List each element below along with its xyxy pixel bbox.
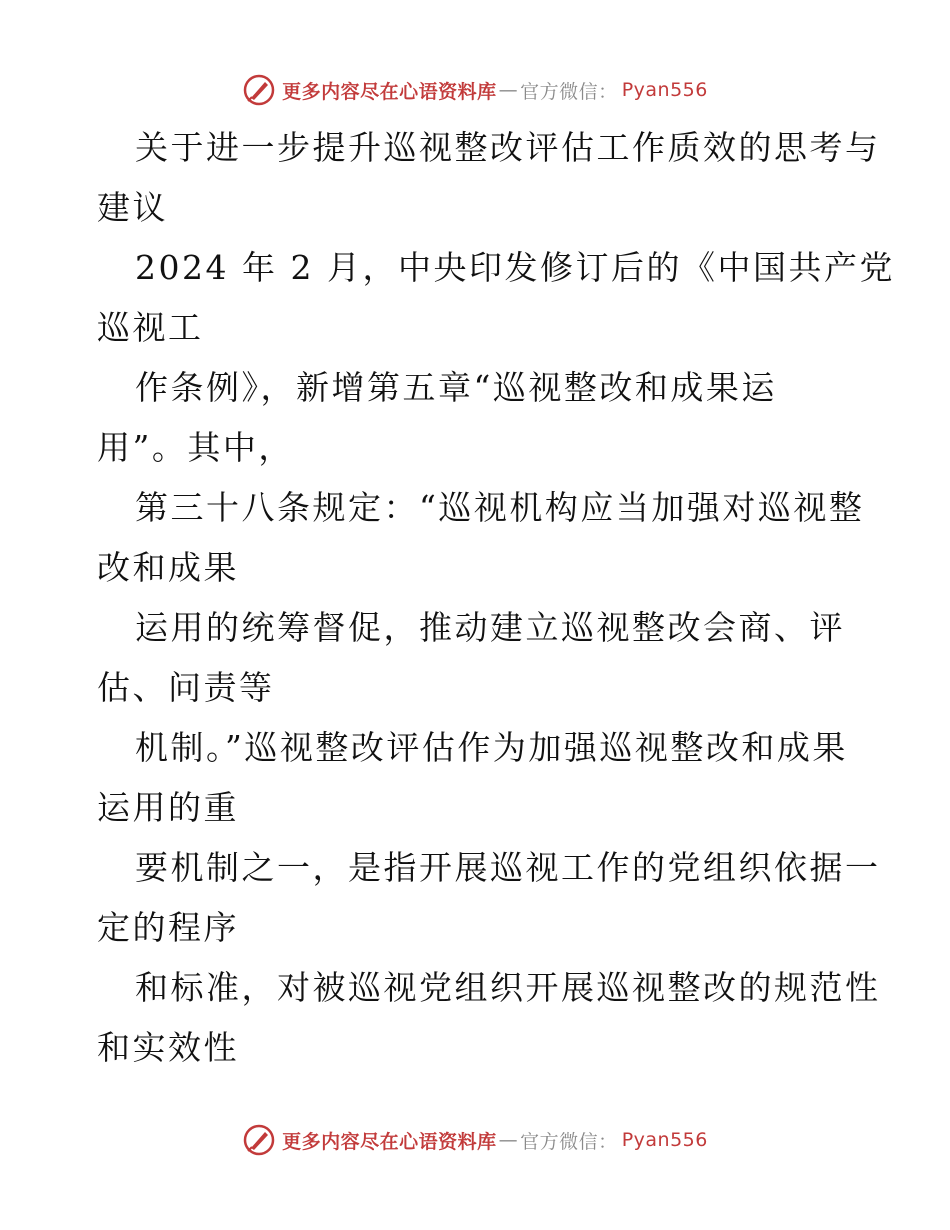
- paragraph-line: 运用的统筹督促，推动建立巡视整改会商、评: [135, 608, 845, 647]
- paragraph-line: 巡视工: [97, 308, 204, 347]
- paragraph-line: 定的程序: [97, 908, 239, 947]
- paragraph-line: 估、问责等: [97, 668, 275, 707]
- watermark-wechat-id: Pyan556: [621, 79, 708, 101]
- paragraph-line: 和标准，对被巡视党组织开展巡视整改的规范性: [135, 968, 881, 1007]
- paragraph-line: 改和成果: [97, 548, 239, 587]
- paragraph-line: 要机制之一，是指开展巡视工作的党组织依据一: [135, 848, 881, 887]
- document-body: [97, 118, 895, 1078]
- paragraph-line: 运用的重: [97, 788, 239, 827]
- header-watermark: [0, 70, 950, 110]
- paragraph-line: 用”。其中，: [97, 428, 294, 467]
- feather-pen-circle-icon: [242, 73, 276, 107]
- watermark-label: 官方微信：: [520, 80, 618, 103]
- paragraph-line: 和实效性: [97, 1028, 239, 1067]
- watermark-brand: 更多内容尽在心语资料库: [282, 80, 497, 103]
- paragraph-line: 作条例》，新增第五章“巡视整改和成果运: [135, 368, 777, 407]
- watermark-dash: —: [498, 79, 519, 101]
- document-title-line: 建议: [97, 188, 168, 227]
- watermark-wechat-id: Pyan556: [621, 1129, 708, 1151]
- watermark-label: 官方微信：: [520, 1130, 618, 1153]
- document-title-line: 关于进一步提升巡视整改评估工作质效的思考与: [135, 128, 881, 167]
- paragraph-line: 机制。”巡视整改评估作为加强巡视整改和成果: [135, 728, 848, 767]
- paragraph-line: 第三十八条规定：“巡视机构应当加强对巡视整: [135, 488, 865, 527]
- watermark-dash: —: [498, 1129, 519, 1151]
- paragraph-line: 2024 年 2 月，中央印发修订后的《中国共产党: [135, 248, 895, 287]
- watermark-brand: 更多内容尽在心语资料库: [282, 1130, 497, 1153]
- footer-watermark: [0, 1120, 950, 1160]
- feather-pen-circle-icon: [242, 1123, 276, 1157]
